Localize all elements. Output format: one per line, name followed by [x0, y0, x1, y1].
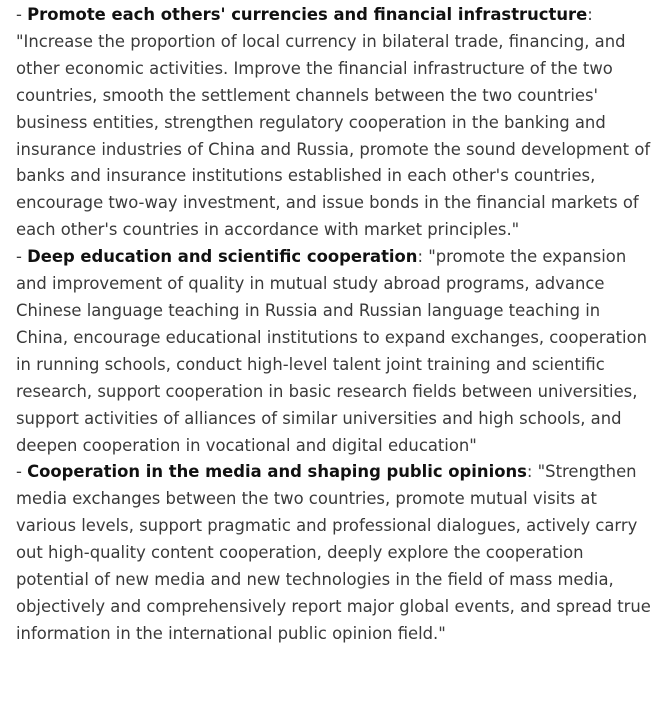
list-item-education: [16, 244, 653, 459]
item-heading: Promote each others' currencies and financial infrastructure: [27, 5, 588, 24]
item-body: "Strengthen media exchanges between the two countries, promote mutual visits at various levels, support pragmatic and professional dialogues, actively carry out high-quality content cooperation, deeply explore the cooperation potential of new media and new technologies in the field of mass media, objectively and comprehensively report major global events, and spread true information in the international public opinion field.": [16, 462, 651, 643]
item-separator: :: [417, 247, 429, 267]
item-heading: Deep education and scientific cooperation: [27, 247, 418, 267]
list-dash: -: [16, 247, 28, 267]
item-separator: :: [526, 462, 538, 482]
list-dash: -: [16, 462, 28, 482]
item-heading: Cooperation in the media and shaping public opinions: [27, 462, 527, 482]
list-item-media: [16, 459, 653, 647]
item-separator: :: [587, 5, 593, 24]
list-item-finance: [16, 2, 653, 244]
item-body: "promote the expansion and improvement of quality in mutual study abroad programs, advance Chinese language teaching in Russia and Russian language teaching in China, encourage educational institutions to expand exchanges, cooperation in running schools, conduct high-level talent joint training and scientific research, support cooperation in basic research fields between universities, support activities of alliances of similar universities and high schools, and deepen cooperation in vocational and digital education": [16, 247, 648, 455]
list-dash: -: [16, 5, 28, 24]
item-body: "Increase the proportion of local currency in bilateral trade, financing, and other economic activities. Improve the financial infrastructure of the two countries, smooth the settlement channels between the two countries' business entities, strengthen regulatory cooperation in the banking and insurance industries of China and Russia, promote the sound development of banks and insurance institutions established in each other's countries, encourage two-way investment, and issue bonds in the financial markets of each other's countries in accordance with market principles.": [16, 31, 651, 240]
